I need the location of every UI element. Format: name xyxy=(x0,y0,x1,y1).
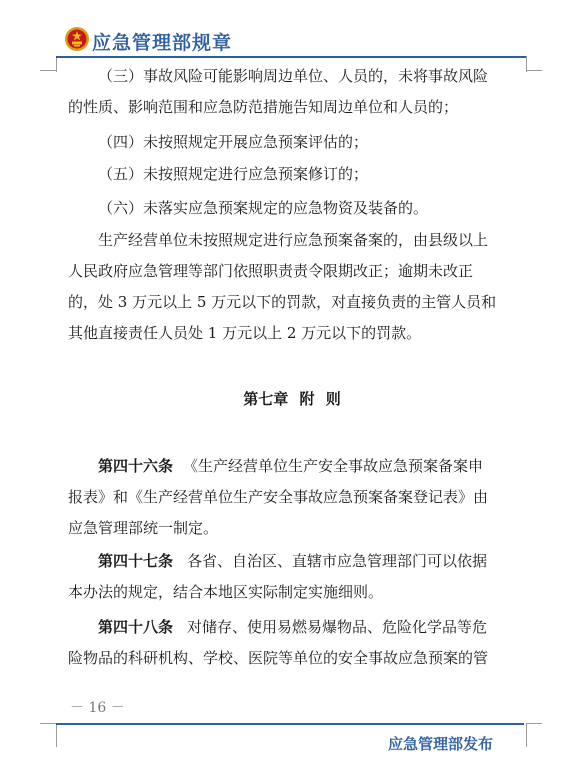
text-line xyxy=(68,546,518,577)
header-divider xyxy=(56,56,526,58)
article-number: 第四十八条 xyxy=(98,618,174,636)
text-line: 人民政府应急管理等部门依照职责责令限期改正；逾期未改正 xyxy=(68,262,474,280)
text-line: （五）未按照规定进行应急预案修订的； xyxy=(98,165,369,183)
crop-mark-bottom-left-v xyxy=(56,723,57,747)
crop-mark-bottom-right-v xyxy=(526,723,527,747)
text-line xyxy=(68,451,518,482)
penalty-paragraph xyxy=(68,225,518,349)
item-six xyxy=(68,193,518,224)
text-line: 应急管理部统一制定。 xyxy=(68,519,219,537)
publisher-label: 应急管理部发布 xyxy=(388,735,494,753)
text-line xyxy=(68,612,518,643)
text-line: （四）未按照规定开展应急预案评估的； xyxy=(98,133,369,151)
crop-mark-top-right-h xyxy=(526,70,542,71)
article-text: 各省、自治区、直辖市应急管理部门可以依据 xyxy=(187,552,488,570)
article-48 xyxy=(68,612,518,674)
text-line: 报表》和《生产经营单位生产安全事故应急预案备案登记表》由 xyxy=(68,488,489,506)
article-46 xyxy=(68,451,518,544)
text-line: （三）事故风险可能影响周边单位、人员的，未将事故风险 xyxy=(98,67,489,85)
national-emblem-icon xyxy=(64,26,90,52)
article-text: 对储存、使用易燃易爆物品、危险化学品等危 xyxy=(187,618,488,636)
crop-mark-top-right-v xyxy=(526,56,527,72)
article-47 xyxy=(68,546,518,608)
item-three xyxy=(68,61,518,123)
item-four xyxy=(68,127,518,158)
crop-mark-bottom-left-h xyxy=(40,723,56,724)
document-series-title: 应急管理部规章 xyxy=(92,32,233,54)
article-number: 第四十七条 xyxy=(98,552,174,570)
text-line: 险物品的科研机构、学校、医院等单位的安全事故应急预案的管 xyxy=(68,649,489,667)
chapter-heading: 第七章 附 则 xyxy=(243,390,341,408)
crop-mark-top-left-v xyxy=(56,56,57,72)
article-text: 《生产经营单位生产安全事故应急预案备案申 xyxy=(183,457,484,475)
text-line: （六）未落实应急预案规定的应急物资及装备的。 xyxy=(98,199,429,217)
article-number: 第四十六条 xyxy=(98,457,174,475)
crop-mark-top-left-h xyxy=(40,70,56,71)
page-number: － 16 － xyxy=(70,700,125,716)
text-line: 的，处 3 万元以上 5 万元以下的罚款，对直接负责的主管人员和 xyxy=(68,293,497,311)
text-line: 本办法的规定，结合本地区实际制定实施细则。 xyxy=(68,583,384,601)
text-line: 其他直接责任人员处 1 万元以上 2 万元以下的罚款。 xyxy=(68,324,422,342)
item-five xyxy=(68,159,518,190)
text-line: 生产经营单位未按照规定进行应急预案备案的，由县级以上 xyxy=(98,231,489,249)
footer-divider xyxy=(56,723,524,725)
text-line: 的性质、影响范围和应急防范措施告知周边单位和人员的； xyxy=(68,98,459,116)
crop-mark-bottom-right-h xyxy=(526,723,542,724)
